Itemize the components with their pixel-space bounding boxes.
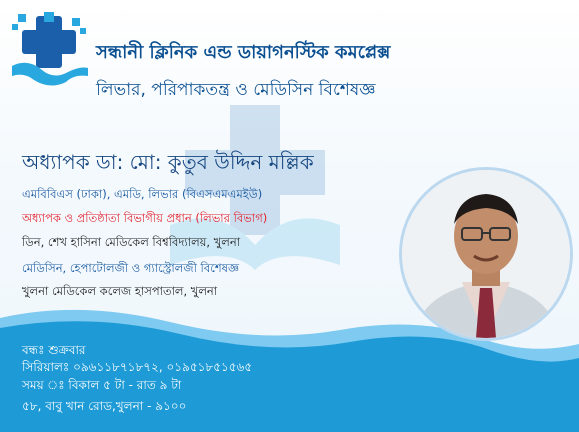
doctor-name: অধ্যাপক ডা: মো: কুতুব উদ্দিন মল্লিক	[22, 150, 314, 174]
credential-dean: ডিন, শেখ হাসিনা মেডিকেল বিশ্ববিদ্যালয়, খুলনা	[22, 235, 241, 249]
credential-hospital: খুলনা মেডিকেল কলেজ হাসপাতাল, খুলনা	[22, 284, 218, 298]
serial-phone: সিরিয়ালঃ ০৯৬১১৮৭১৮৭২, ০১৯৫১৮৫১৫৬৫	[22, 360, 253, 374]
doctor-portrait-icon	[402, 170, 570, 338]
credential-specialty: মেডিসিন, হেপাটোলজী ও গ্যাস্ট্রোলজী বিশেষজ্ঞ	[22, 261, 240, 275]
credential-degree: এমবিবিএস (ঢাকা), এমডি, লিভার (বিএসএমএমইউ)	[22, 187, 263, 201]
address: ৫৮, বাবু খান রোড,খুলনা - ৯১০০	[22, 399, 187, 413]
closed-day: বন্ধঃ শুক্রবার	[22, 343, 86, 357]
visiting-time: সময় ঃ বিকাল ৫ টা - রাত ৯ টা	[22, 378, 182, 392]
credential-position: অধ্যাপক ও প্রতিষ্ঠাতা বিভাগীয় প্রধান (লিভার বিভাগ)	[22, 211, 268, 225]
clinic-subtitle: লিভার, পরিপাকতন্ত্র ও মেডিসিন বিশেষজ্ঞ	[96, 80, 376, 100]
clinic-title: সন্ধানী ক্লিনিক এন্ড ডায়াগনস্টিক কমপ্লেক্স	[96, 42, 391, 63]
doctor-photo	[402, 170, 570, 338]
